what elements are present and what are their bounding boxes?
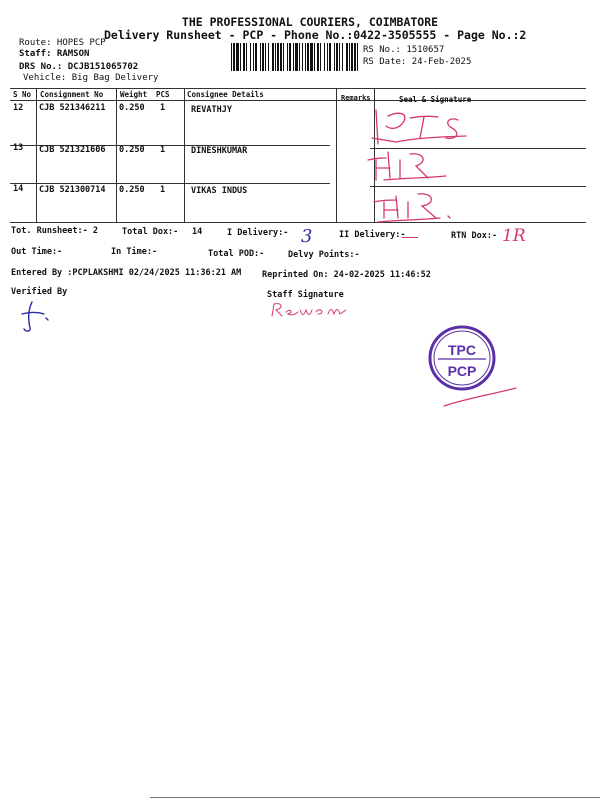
row-consignee: DINESHKUMAR bbox=[191, 146, 248, 156]
i-delivery-label: I Delivery:- bbox=[227, 228, 289, 238]
row-consignment: CJB 521300714 bbox=[39, 185, 106, 195]
row-consignee: VIKAS INDUS bbox=[191, 186, 248, 196]
staff-signature-label: Staff Signature bbox=[267, 290, 344, 300]
entered-by: Entered By :PCPLAKSHMI 02/24/2025 11:36:21 AM bbox=[11, 268, 242, 278]
row-weight: 0.250 bbox=[119, 145, 145, 155]
row-weight: 0.250 bbox=[119, 185, 145, 195]
row-sno: 13 bbox=[13, 143, 24, 153]
ii-delivery-label: II Delivery:- bbox=[339, 230, 406, 240]
barcode-bar bbox=[354, 43, 356, 71]
total-dox-label: Total Dox:- bbox=[122, 227, 179, 237]
barcode-bar bbox=[250, 43, 251, 71]
barcode-bar bbox=[275, 43, 276, 71]
barcode-bar bbox=[346, 43, 348, 71]
barcode-bar bbox=[307, 43, 309, 71]
barcode-bar bbox=[265, 43, 266, 71]
row-pcs: 1 bbox=[160, 145, 166, 155]
row-separator bbox=[370, 186, 586, 187]
stamp-line2: PCP bbox=[447, 363, 477, 379]
barcode-bar bbox=[299, 43, 300, 71]
barcode-bar bbox=[231, 43, 232, 71]
staff-label: Staff: RAMSON bbox=[19, 49, 90, 59]
barcode-bar bbox=[334, 43, 335, 71]
barcode-bar bbox=[243, 43, 245, 71]
total-pod: Total POD:- bbox=[208, 249, 265, 259]
header-seal: Seal & Signature bbox=[399, 95, 472, 104]
barcode-bar bbox=[314, 43, 315, 71]
barcode-bar bbox=[302, 43, 303, 71]
col-divider bbox=[36, 88, 37, 222]
row-weight: 0.250 bbox=[119, 103, 145, 113]
page-bottom-edge bbox=[150, 797, 600, 798]
header-remarks: Remarks bbox=[341, 94, 371, 102]
barcode-bar bbox=[272, 43, 274, 71]
handwritten-mark-row12 bbox=[366, 104, 476, 150]
out-time: Out Time:- bbox=[11, 247, 63, 257]
barcode-bar bbox=[283, 43, 284, 71]
stamp-underline-stroke bbox=[440, 384, 520, 410]
barcode-bar bbox=[260, 43, 261, 71]
barcode-bar bbox=[351, 43, 353, 71]
delvy-points: Delvy Points:- bbox=[288, 250, 360, 260]
barcode-bar bbox=[268, 43, 269, 71]
barcode-bar bbox=[293, 43, 294, 71]
barcode-bar bbox=[233, 43, 235, 71]
rs-number: RS No.: 1510657 bbox=[363, 45, 445, 55]
col-divider bbox=[184, 88, 185, 222]
vehicle-label: Vehicle: Big Bag Delivery bbox=[23, 73, 159, 83]
runsheet-barcode bbox=[231, 43, 358, 71]
route-label: Route: HOPES PCP bbox=[19, 38, 106, 48]
barcode-bar bbox=[295, 43, 298, 71]
drs-number: DRS No.: DCJB151065702 bbox=[19, 62, 139, 72]
rtn-dox-label: RTN Dox:- bbox=[451, 231, 498, 241]
barcode-bar bbox=[310, 43, 313, 71]
table-top-border bbox=[10, 88, 586, 89]
header-consignee: Consignee Details bbox=[187, 90, 264, 99]
row-consignee: REVATHJY bbox=[191, 105, 232, 115]
header-weight: Weight bbox=[120, 90, 148, 99]
verified-signature bbox=[16, 296, 66, 336]
staff-signature bbox=[268, 300, 358, 322]
handwritten-mark-row13 bbox=[364, 148, 454, 184]
reprinted-on: Reprinted On: 24-02-2025 11:46:52 bbox=[262, 270, 431, 280]
header-sno: S No bbox=[13, 90, 32, 99]
table-bottom-border bbox=[10, 222, 586, 223]
tot-runsheet: Tot. Runsheet:- 2 bbox=[11, 226, 98, 236]
row-sno: 14 bbox=[13, 184, 24, 194]
barcode-bar bbox=[339, 43, 340, 71]
ii-delivery-blank bbox=[402, 237, 418, 238]
barcode-bar bbox=[357, 43, 358, 71]
row-separator bbox=[10, 183, 330, 184]
row-pcs: 1 bbox=[160, 103, 166, 113]
barcode-bar bbox=[255, 43, 257, 71]
row-pcs: 1 bbox=[160, 185, 166, 195]
barcode-bar bbox=[246, 43, 247, 71]
barcode-bar bbox=[317, 43, 319, 71]
barcode-bar bbox=[342, 43, 343, 71]
total-dox-value: 14 bbox=[192, 227, 203, 237]
barcode-bar bbox=[305, 43, 306, 71]
handwritten-mark-row14 bbox=[370, 188, 470, 226]
barcode-bar bbox=[289, 43, 291, 71]
in-time: In Time:- bbox=[111, 247, 158, 257]
barcode-bar bbox=[349, 43, 350, 71]
rtn-dox-handwritten: 1R bbox=[502, 226, 526, 246]
header-pcs: PCS bbox=[156, 90, 170, 99]
barcode-bar bbox=[253, 43, 254, 71]
i-delivery-handwritten: 3 bbox=[301, 226, 313, 247]
barcode-bar bbox=[240, 43, 241, 71]
barcode-bar bbox=[280, 43, 282, 71]
barcode-bar bbox=[336, 43, 338, 71]
row-consignment: CJB 521346211 bbox=[39, 103, 106, 113]
verified-by: Verified By bbox=[11, 287, 68, 297]
rs-date: RS Date: 24-Feb-2025 bbox=[363, 57, 472, 67]
barcode-bar bbox=[320, 43, 321, 71]
barcode-bar bbox=[324, 43, 325, 71]
runsheet-subtitle: Delivery Runsheet - PCP - Phone No.:0422-3505555 - Page No.:2 bbox=[104, 28, 527, 42]
stamp-line1: TPC bbox=[448, 342, 476, 358]
row-sno: 12 bbox=[13, 103, 24, 113]
company-title: THE PROFESSIONAL COURIERS, COIMBATORE bbox=[181, 15, 439, 29]
col-divider bbox=[116, 88, 117, 222]
row-consignment: CJB 521321606 bbox=[39, 145, 106, 155]
barcode-bar bbox=[277, 43, 279, 71]
table-header-border bbox=[10, 100, 586, 101]
barcode-bar bbox=[236, 43, 239, 71]
barcode-bar bbox=[262, 43, 264, 71]
header-consignment: Consignment No bbox=[40, 90, 104, 99]
barcode-bar bbox=[287, 43, 288, 71]
col-divider bbox=[336, 88, 337, 222]
barcode-bar bbox=[329, 43, 331, 71]
barcode-bar bbox=[327, 43, 328, 71]
